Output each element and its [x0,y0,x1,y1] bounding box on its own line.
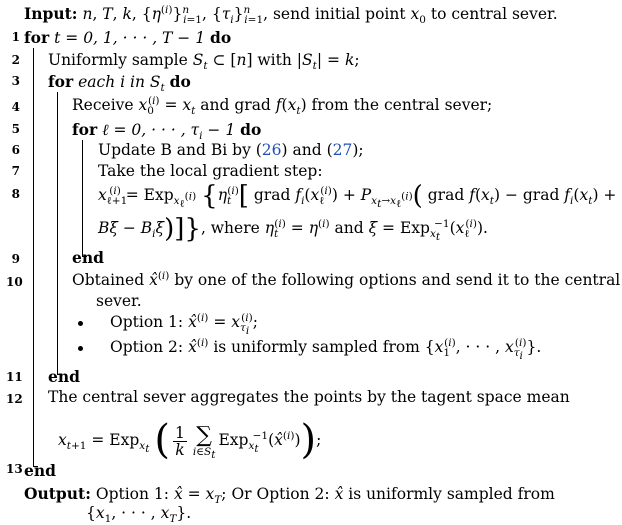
keyword-for-each: for [48,72,74,91]
line-number-12: 12 [6,392,23,406]
output-text: Option 1: x̂ = $x_T$; Or Option 2: x̂ is uniformly sampled from [95,485,555,507]
line-10a [72,271,620,290]
keyword-end-clients: end [48,367,80,386]
line-2 [48,51,360,73]
line-12-eq [58,417,322,463]
option-1-text: Option 1: x̂$^{(i)}$ = $x_{\tau_i}^{(i)}$; [110,311,258,338]
keyword-do: do [210,28,232,47]
line-9 [72,248,104,268]
update-text-a: Update B and Bi by ( [98,141,262,159]
line-1 [24,28,231,48]
line-7 [98,162,323,181]
line-number-6: 6 [11,143,20,157]
line-8-eq-b [98,214,488,244]
line-11 [48,367,80,387]
line-number-3: 3 [11,74,20,88]
block-rule-outer [33,48,34,466]
update-text-b: ) and ( [281,141,333,159]
line-5 [72,120,262,143]
input-text: n, T, k, $\{\eta^{(i)}\}^n_{i=1}$, $\{\tau_i\}^n_{i=1}$, send initial point $x_0$ to central sever. [82,3,558,27]
line-8-eq-a [98,181,617,211]
keyword-for-inner: for [72,120,98,139]
option-2-text: Option 2: x̂$^{(i)}$ is uniformly sampled from {$x_1^{(i)}$, · · · , $x_{\tau_i}^{(i)}$}. [110,336,542,363]
ref-26[interactable]: 26 [261,141,282,159]
obtained-text: Obtained x̂$^{(i)}$ by one of the following options and send it to the central [72,269,621,289]
line-number-5: 5 [11,122,20,136]
option-2 [110,336,542,363]
line-number-7: 7 [11,164,20,178]
update-equation-b: $B\xi - B_i\xi$)]}, where $\eta_t^{(i)} = \eta^{(i)}$ and $\xi = Exp_{x_t}^{-1}(x_\ell^{(i)})$. [98,214,488,244]
output-set: {$x_1$, · · · , $x_T$}. [86,504,192,525]
keyword-end-outer: end [24,461,56,480]
bullet-option-1 [78,321,83,326]
loop-range-i: each i in $S_t$ [78,73,165,95]
block-rule-local [82,140,83,256]
line-number-11: 11 [6,370,23,384]
input-line [24,3,558,27]
keyword-for: for [24,28,50,47]
loop-range-l: ℓ = 0, · · · , $\tau_i - 1$ [102,121,236,143]
line-3 [48,72,191,95]
bullet-option-2 [78,346,83,351]
local-step-text: Take the local gradient step: [98,162,323,180]
output-label: Output: [24,484,91,503]
keyword-end-inner: end [72,248,104,267]
line-10b [96,292,142,311]
update-text-c: ); [352,141,364,159]
aggregate-text: The central sever aggregates the points by the tagent space mean [48,388,570,406]
line-number-8: 8 [11,187,20,201]
block-rule-clients [57,92,58,374]
loop-range-t: t = 0, 1, · · · , T − 1 [54,29,206,47]
line-13 [24,461,56,481]
line-number-9: 9 [11,252,20,266]
update-equation-a: $x_{\ell+1}^{(i)} = Exp_{x_\ell^{(i)}}$ {$\eta_t^{(i)}$[ grad $f_i(x_\ell^{(i)}) + P_{x_t\to x_\ell^{(i)}}$( grad $f(x_t)$ − grad $f_i(x_t)$ + [98,181,617,211]
input-label: Input: [24,4,78,23]
line-6 [98,141,364,160]
keyword-do-3: do [240,120,262,139]
line-12 [48,388,570,407]
option-1 [110,311,258,338]
output-line-2 [86,504,191,523]
line-number-4: 4 [11,100,20,114]
line-number-2: 2 [11,53,20,67]
line-number-13: 13 [6,462,23,476]
receive-text: Receive $x_0^{(i)} = x_t$ and grad $f(x_t)$ from the central sever; [72,94,493,118]
keyword-do-2: do [169,72,191,91]
line-4 [72,94,493,118]
ref-27[interactable]: 27 [332,141,353,159]
aggregate-equation: $x_{t+1} = Exp_{x_t}$ ( $\frac{1}{k}$ ∑ $i\in S_t$ Exp$_{x_t}^{-1}$(x̂$^{(i)}$)); [58,417,322,463]
sever-text: sever. [96,292,142,310]
line-number-1: 1 [11,30,20,44]
line-number-10: 10 [6,275,23,289]
output-line [24,484,555,507]
uniform-sample-text: Uniformly sample $S_t$ ⊂ [n] with $|S_t| = k$; [48,51,360,73]
